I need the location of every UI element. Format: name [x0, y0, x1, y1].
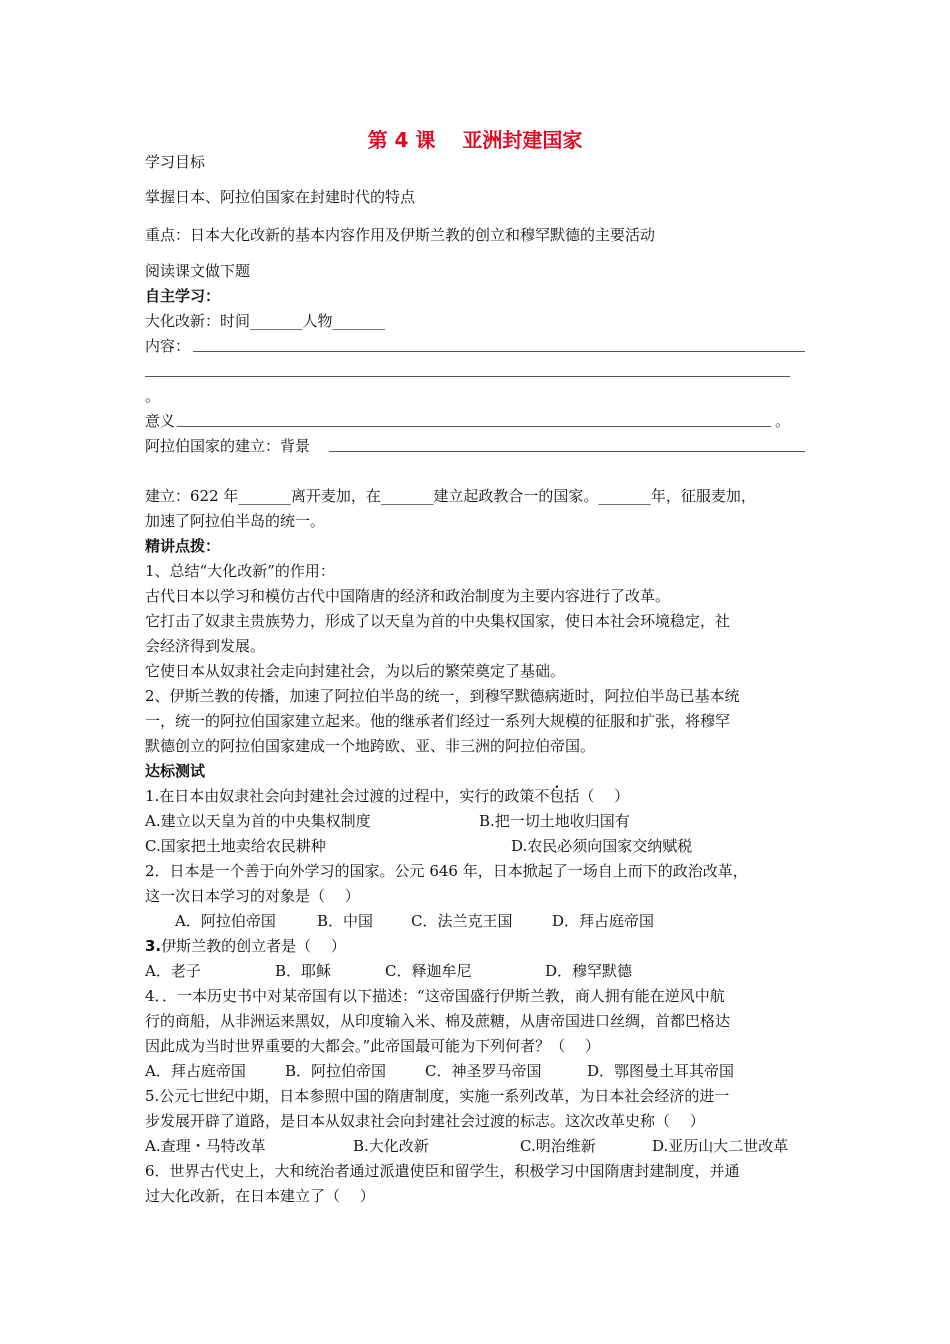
- explanation-line: 它打击了奴隶主贵族势力，形成了以天皇为首的中央集权国家，使日本社会环境稳定，社: [145, 612, 731, 630]
- option-c[interactable]: C．神圣罗马帝国: [425, 1062, 542, 1080]
- question-5-line-2: 步发展开辟了道路，是日本从奴隶社会向封建社会过渡的标志。这次改革史称（ ）: [145, 1112, 705, 1130]
- explanation-line: 默德创立的阿拉伯国家建成一个地跨欧、亚、非三洲的阿拉伯帝国。: [145, 737, 596, 755]
- option-c[interactable]: C.明治维新: [520, 1137, 596, 1155]
- option-d[interactable]: D．鄂图曼土耳其帝国: [587, 1062, 735, 1080]
- option-c[interactable]: C．释迦牟尼: [385, 962, 472, 980]
- question-5-line-1: 5.公元七世纪中期，日本参照中国的隋唐制度，实施一系列改革，为日本社会经济的进一: [145, 1087, 730, 1105]
- content-label: 内容：: [145, 337, 191, 355]
- explanation-line: 一，统一的阿拉伯国家建立起来。他的继承者们经过一系列大规模的征服和扩张，将穆罕: [145, 712, 731, 730]
- founding-line-2: 加速了阿拉伯半岛的统一。: [145, 512, 326, 530]
- question-6-line-2: 过大化改新，在日本建立了（ ）: [145, 1187, 375, 1205]
- question-1: 1.在日本由奴隶社会向封建社会过渡的过程中，实行的政策不包括（ ）: [145, 787, 630, 805]
- question-3: 3.伊斯兰教的创立者是（ ）: [145, 937, 346, 955]
- question-4-line-3: 因此成为当时世界重要的大都会。”此帝国最可能为下列何者？（ ）: [145, 1037, 600, 1055]
- explanation-heading: 精讲点拨：: [145, 537, 221, 555]
- option-b[interactable]: B.把一切土地收归国有: [479, 812, 630, 830]
- explanation-line: 会经济得到发展。: [145, 637, 266, 655]
- content-end: 。: [145, 387, 161, 405]
- lesson-title: 第 4 课 亚洲封建国家: [367, 128, 583, 152]
- question-6-line-1: 6．世界古代史上，大和统治者通过派遣使臣和留学生，积极学习中国隋唐封建制度，并通: [145, 1162, 740, 1180]
- taika-line: 大化改新：时间_______人物_______: [145, 312, 386, 330]
- question-2-line-2: 这一次日本学习的对象是（ ）: [145, 887, 360, 905]
- option-d[interactable]: D．穆罕默德: [545, 962, 633, 980]
- reading-instruction: 阅读课文做下题: [145, 262, 251, 280]
- self-study-heading: 自主学习：: [145, 287, 221, 305]
- option-a[interactable]: A．拜占庭帝国: [145, 1062, 246, 1080]
- answer-line: [177, 426, 771, 427]
- arab-founding-label: 阿拉伯国家的建立：背景: [145, 437, 311, 455]
- question-4-line-1: 4．．一本历史书中对某帝国有以下描述：“这帝国盛行伊斯兰教，商人拥有能在逆风中航: [145, 987, 725, 1005]
- option-d[interactable]: D.农民必须向国家交纳赋税: [511, 837, 693, 855]
- answer-line: [193, 351, 805, 352]
- objectives-text: 掌握日本、阿拉伯国家在封建时代的特点: [145, 188, 416, 206]
- significance-end: 。: [775, 412, 791, 430]
- objectives-heading: 学习目标: [145, 153, 206, 171]
- option-a[interactable]: A．老子: [145, 962, 201, 980]
- question-2-line-1: 2．日本是一个善于向外学习的国家。公元 646 年，日本掀起了一场自上而下的政治改革，: [145, 862, 748, 880]
- explanation-line: 它使日本从奴隶社会走向封建社会，为以后的繁荣奠定了基础。: [145, 662, 566, 680]
- option-d[interactable]: D．拜占庭帝国: [552, 912, 655, 930]
- key-points: 重点：日本大化改新的基本内容作用及伊斯兰教的创立和穆罕默德的主要活动: [145, 226, 656, 244]
- option-a[interactable]: A.查理・马特改革: [145, 1137, 266, 1155]
- option-a[interactable]: A．阿拉伯帝国: [175, 912, 276, 930]
- answer-line: [329, 451, 805, 452]
- option-d[interactable]: D.亚历山大二世改革: [652, 1137, 789, 1155]
- option-c[interactable]: C.国家把土地卖给农民耕种: [145, 837, 326, 855]
- significance-label: 意义: [145, 412, 176, 430]
- option-b[interactable]: B.大化改新: [353, 1137, 429, 1155]
- explanation-line: 1、总结“大化改新”的作用：: [145, 562, 335, 580]
- founding-line-1: 建立：622 年_______离开麦加，在_______建立起政教合一的国家。_______年，征服麦加，: [145, 487, 756, 505]
- explanation-line: 古代日本以学习和模仿古代中国隋唐的经济和政治制度为主要内容进行了改革。: [145, 587, 671, 605]
- option-b[interactable]: B．耶稣: [275, 962, 332, 980]
- question-4-line-2: 行的商船，从非洲运来黑奴，从印度输入米、棉及蔗糖，从唐帝国进口丝绸，首都巴格达: [145, 1012, 731, 1030]
- explanation-line: 2、伊斯兰教的传播，加速了阿拉伯半岛的统一，到穆罕默德病逝时，阿拉伯半岛已基本统: [145, 687, 740, 705]
- option-b[interactable]: B．阿拉伯帝国: [285, 1062, 387, 1080]
- test-heading: 达标测试: [145, 762, 206, 780]
- option-b[interactable]: B．中国: [317, 912, 374, 930]
- option-a[interactable]: A.建立以天皇为首的中央集权制度: [145, 812, 371, 830]
- option-c[interactable]: C．法兰克王国: [411, 912, 513, 930]
- answer-line: [145, 376, 790, 377]
